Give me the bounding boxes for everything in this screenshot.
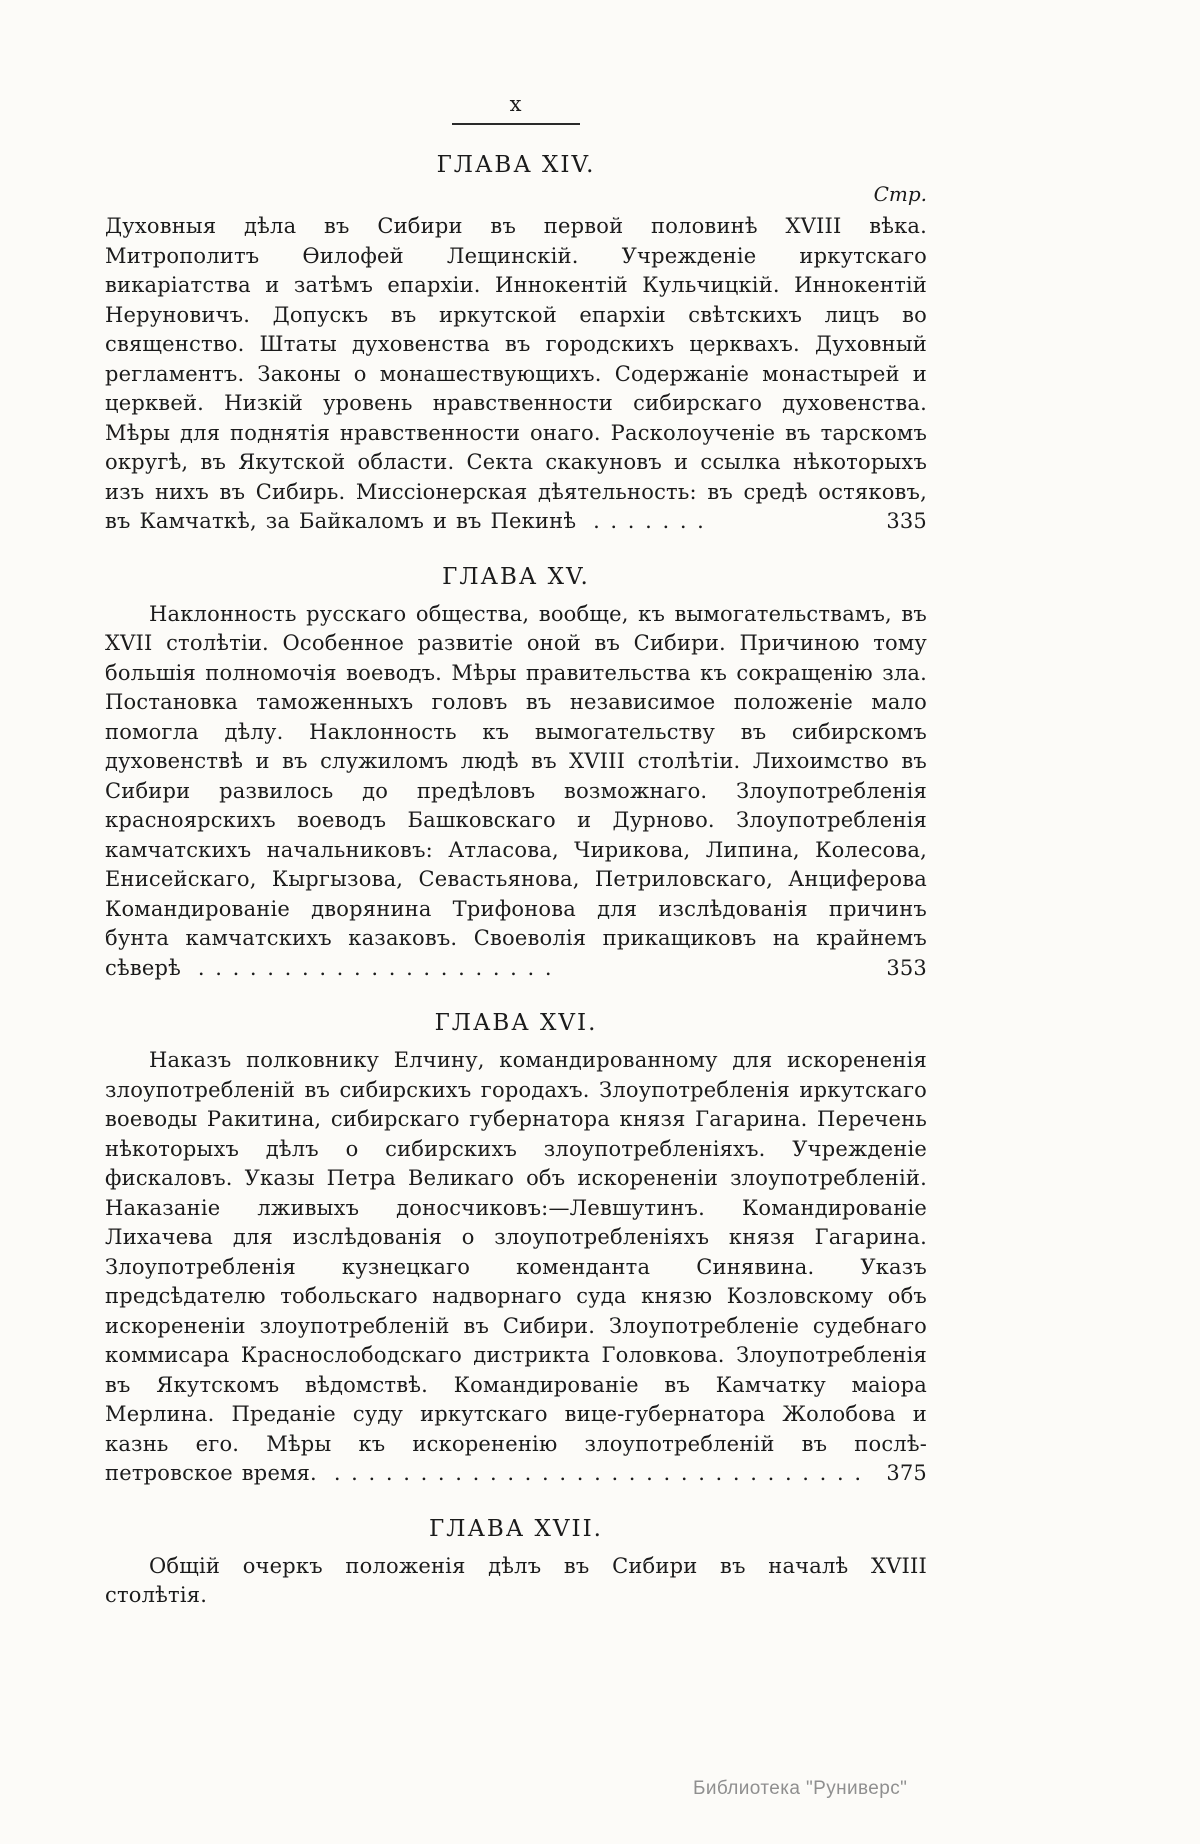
- chapter-summary-text: Духовныя дѣла въ Сибири въ первой половинѣ XVIII вѣка. Митрополитъ Ѳилофей Лещинскій. Учрежденіе иркутскаго викаріатства и затѣмъ епархіи. Иннокентій Кульчицкій. Иннокентій Неруновичъ. Допускъ въ иркутской епархіи свѣтскихъ лицъ во священство. Штаты духовенства въ городскихъ церквахъ. Духовный регламентъ. Законы о монашествующихъ. Содержаніе монастырей и церквей. Низкій уровень нравственности сибирскаго духовенства. Мѣры для поднятія нравственности онаго. Расколоученіе въ тарскомъ округѣ, въ Якутской области. Секта скакуновъ и ссылка нѣкоторыхъ изъ нихъ въ Сибирь. Миссіонерская дѣятельность: въ средѣ остяковъ, въ Камчаткѣ, за Байкаломъ и въ Пекинѣ: [105, 214, 927, 533]
- chapter-summary-text: Общій очеркъ положенія дѣлъ въ Сибири въ началѣ XVIII столѣтія.: [105, 1553, 927, 1607]
- chapter-heading: ГЛАВА XVI.: [434, 1010, 598, 1036]
- chapter-summary: [105, 600, 927, 984]
- chapter-heading: ГЛАВА XVII.: [429, 1515, 603, 1542]
- chapter-summary: [105, 1552, 927, 1611]
- chapter-summary-text: Наказъ полковнику Елчину, командированному для искорененія злоупотребленій въ сибирскихъ городахъ. Злоупотребленія иркутскаго воеводы Ракитина, сибирскаго губернатора князя Гагарина. Перечень нѣкоторыхъ дѣлъ о сибирскихъ злоупотребленіяхъ. Учрежденіе фискаловъ. Указы Петра Великаго объ искорененіи злоупотребленій. Наказаніе лживыхъ доносчиковъ:—Левшутинъ. Командированіе Лихачева для изслѣдованія о злоупотребленіяхъ князя Гагарина. Злоупотребленія кузнецкаго коменданта Синявина. Указъ предсѣдателю тобольскаго надворнаго суда князю Козловскому объ искорененіи злоупотребленій въ Сибири. Злоупотребленіе судебнаго коммисара Краснослободскаго дистрикта Головкова. Злоупотребленія въ Якутскомъ вѣдомствѣ. Командированіе въ Камчатку маіора Мерлина. Преданіе суду иркутскаго вице-губернатора Жолобова и казнь его. Мѣры къ искорененію злоупотребленій въ послѣ-петровское время.: [105, 1048, 927, 1485]
- library-watermark: Библиотека "Руниверс": [693, 1778, 908, 1799]
- toc-entry-chapter-14: [105, 152, 927, 537]
- toc-entry-chapter-16: [105, 1010, 927, 1489]
- toc-entry-chapter-17: [105, 1516, 927, 1611]
- folio-rule: [452, 123, 580, 125]
- chapter-heading: ГЛАВА XIV.: [436, 152, 596, 178]
- chapter-summary: [105, 212, 927, 537]
- chapter-summary: [105, 1046, 927, 1489]
- text-block: [105, 92, 927, 1611]
- toc-entry-chapter-15: [105, 564, 927, 984]
- chapter-heading: ГЛАВА XV.: [442, 563, 590, 590]
- chapter-page-number: 353: [886, 955, 927, 980]
- chapter-summary-text: Наклонность русскаго общества, вообще, къ вымогательствамъ, въ XVII столѣтіи. Особенное развитіе оной въ Сибири. Причиною тому большія полномочія воеводъ. Мѣры правительства къ сокращенію зла. Постановка таможенныхъ головъ въ независимое положеніе мало помогла дѣлу. Наклонность къ вымогательству въ сибирскомъ духовенствѣ и въ служиломъ людѣ въ XVIII столѣтіи. Лихоимство въ Сибири развилось до предѣловъ возможнаго. Злоупотребленія красноярскихъ воеводъ Башковскаго и Дурново. Злоупотребленія камчатскихъ начальниковъ: Атласова, Чирикова, Липина, Колесова, Енисейскаго, Кыргызова, Севастьянова, Петриловскаго, Анциферова Командированіе дворянина Трифонова для изслѣдованія причинъ бунта камчатскихъ казаковъ. Своеволія прикащиковъ на крайнемъ сѣверѣ: [105, 601, 927, 980]
- page-column-label: Стр.: [873, 182, 927, 206]
- dot-leader: . . . . . . . . . . . . . . . . . . . . .: [197, 955, 553, 980]
- chapter-page-number: 335: [886, 509, 927, 533]
- chapter-page-number: 375: [886, 1461, 927, 1485]
- page-folio: x: [509, 92, 523, 116]
- dot-leader: . . . . . . .: [593, 509, 705, 533]
- dot-leader: . . . . . . . . . . . . . . . . . . . . . . . . . . . . . . .: [333, 1461, 863, 1485]
